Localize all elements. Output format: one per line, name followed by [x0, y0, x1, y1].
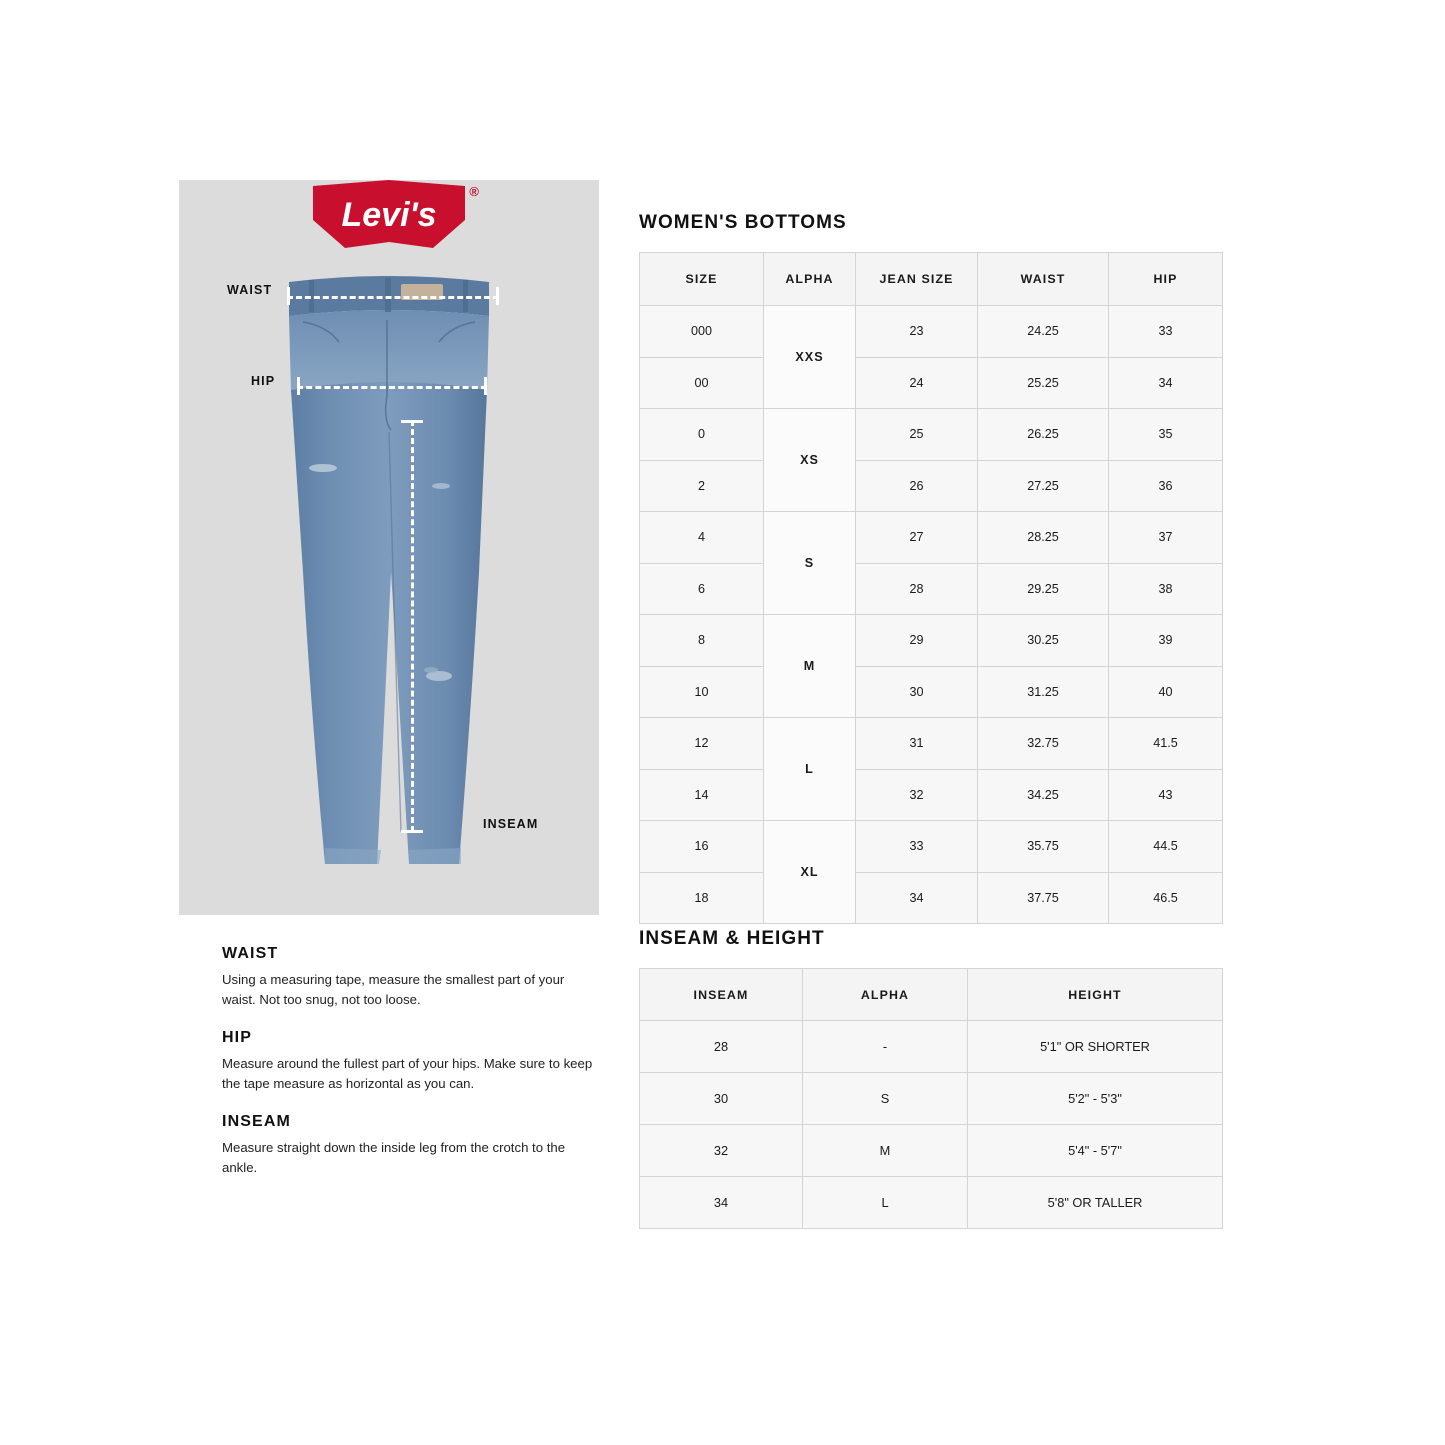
- table-row: [640, 512, 1223, 564]
- cell-waist: 25.25: [978, 357, 1109, 409]
- cell-hip: 39: [1109, 615, 1223, 667]
- cell-inseam: 30: [640, 1073, 803, 1125]
- cell-waist: 31.25: [978, 666, 1109, 718]
- cell-hip: 38: [1109, 563, 1223, 615]
- cell-jean-size: 27: [856, 512, 978, 564]
- table-row: [640, 718, 1223, 770]
- cell-waist: 30.25: [978, 615, 1109, 667]
- table-row: [640, 872, 1223, 924]
- instruction-inseam: [222, 1113, 612, 1178]
- jeans-illustration-icon: [281, 272, 497, 872]
- cell-height: 5'1" OR SHORTER: [968, 1021, 1223, 1073]
- cell-hip: 46.5: [1109, 872, 1223, 924]
- cell-alpha: -: [803, 1021, 968, 1073]
- cell-height: 5'2" - 5'3": [968, 1073, 1223, 1125]
- cell-alpha: L: [764, 718, 856, 821]
- col-header-jean-size: JEAN SIZE: [856, 253, 978, 306]
- cell-size: 18: [640, 872, 764, 924]
- cell-alpha: XL: [764, 821, 856, 924]
- hip-tick-left: [297, 377, 300, 395]
- cell-size: 16: [640, 821, 764, 873]
- table-row: [640, 769, 1223, 821]
- table-row: [640, 1021, 1223, 1073]
- cell-size: 10: [640, 666, 764, 718]
- cell-hip: 40: [1109, 666, 1223, 718]
- table-row: [640, 666, 1223, 718]
- left-column: [179, 180, 599, 915]
- table-row: [640, 306, 1223, 358]
- hip-label: HIP: [251, 374, 276, 388]
- cell-hip: 41.5: [1109, 718, 1223, 770]
- cell-size: 14: [640, 769, 764, 821]
- cell-jean-size: 34: [856, 872, 978, 924]
- cell-waist: 28.25: [978, 512, 1109, 564]
- cell-jean-size: 24: [856, 357, 978, 409]
- instruction-waist-title: WAIST: [222, 945, 279, 962]
- cell-alpha: XXS: [764, 306, 856, 409]
- instruction-hip-title: HIP: [222, 1029, 253, 1047]
- cell-jean-size: 26: [856, 460, 978, 512]
- cell-size: 00: [640, 357, 764, 409]
- table-row: [640, 409, 1223, 461]
- cell-alpha: M: [803, 1125, 968, 1177]
- cell-hip: 33: [1109, 306, 1223, 358]
- waist-tick-right: [496, 287, 499, 305]
- hip-tick-right: [484, 377, 487, 395]
- cell-alpha: XS: [764, 409, 856, 512]
- cell-waist: 35.75: [978, 821, 1109, 873]
- cell-waist: 34.25: [978, 769, 1109, 821]
- levis-batwing-icon: [313, 180, 465, 248]
- cell-jean-size: 29: [856, 615, 978, 667]
- waist-tick-left: [287, 287, 290, 305]
- cell-size: 4: [640, 512, 764, 564]
- cell-waist: 26.25: [978, 409, 1109, 461]
- measuring-instructions: [222, 945, 612, 1197]
- cell-size: 0: [640, 409, 764, 461]
- womens-bottoms-title: WOMEN'S BOTTOMS: [639, 212, 847, 233]
- inseam-tick-bottom: [401, 830, 423, 833]
- col-header-inseam: INSEAM: [640, 969, 803, 1021]
- table-row: [640, 615, 1223, 667]
- col-header-size: SIZE: [640, 253, 764, 306]
- cell-jean-size: 31: [856, 718, 978, 770]
- inseam-height-title: INSEAM & HEIGHT: [639, 928, 825, 949]
- cell-alpha: L: [803, 1177, 968, 1229]
- registered-trademark-icon: ®: [469, 184, 479, 199]
- inseam-measure-line: [411, 420, 414, 832]
- cell-size: 6: [640, 563, 764, 615]
- cell-size: 12: [640, 718, 764, 770]
- col-header-alpha: ALPHA: [764, 253, 856, 306]
- table-header-row: [640, 253, 1223, 306]
- cell-size: 2: [640, 460, 764, 512]
- col-header-waist: WAIST: [978, 253, 1109, 306]
- inseam-height-table: [639, 968, 1223, 1229]
- cell-jean-size: 30: [856, 666, 978, 718]
- cell-inseam: 32: [640, 1125, 803, 1177]
- cell-jean-size: 32: [856, 769, 978, 821]
- instruction-inseam-title: INSEAM: [222, 1113, 291, 1131]
- cell-inseam: 28: [640, 1021, 803, 1073]
- table-row: [640, 1125, 1223, 1177]
- womens-bottoms-section: [639, 212, 1222, 924]
- instruction-hip: [222, 1029, 612, 1094]
- col-header-height: HEIGHT: [968, 969, 1223, 1021]
- cell-alpha: S: [803, 1073, 968, 1125]
- table-row: [640, 821, 1223, 873]
- cell-hip: 36: [1109, 460, 1223, 512]
- table-row: [640, 1073, 1223, 1125]
- levis-logo: [313, 180, 479, 248]
- womens-bottoms-table: [639, 252, 1223, 924]
- cell-hip: 34: [1109, 357, 1223, 409]
- waist-measure-line: [287, 296, 499, 299]
- cell-waist: 29.25: [978, 563, 1109, 615]
- cell-hip: 37: [1109, 512, 1223, 564]
- cell-jean-size: 28: [856, 563, 978, 615]
- waist-label: WAIST: [227, 283, 273, 297]
- table-row: [640, 460, 1223, 512]
- instruction-hip-body: Measure around the fullest part of your hips. Make sure to keep the tape measure as horizontal as you can.: [222, 1056, 593, 1092]
- table-row: [640, 357, 1223, 409]
- cell-size: 8: [640, 615, 764, 667]
- cell-jean-size: 23: [856, 306, 978, 358]
- cell-inseam: 34: [640, 1177, 803, 1229]
- cell-size: 000: [640, 306, 764, 358]
- cell-hip: 44.5: [1109, 821, 1223, 873]
- cell-jean-size: 25: [856, 409, 978, 461]
- instruction-inseam-body: Measure straight down the inside leg from the crotch to the ankle.: [222, 1140, 566, 1176]
- cell-waist: 32.75: [978, 718, 1109, 770]
- cell-waist: 27.25: [978, 460, 1109, 512]
- cell-height: 5'8" OR TALLER: [968, 1177, 1223, 1229]
- cell-jean-size: 33: [856, 821, 978, 873]
- cell-waist: 24.25: [978, 306, 1109, 358]
- jeans-diagram: [179, 180, 599, 915]
- table-row: [640, 1177, 1223, 1229]
- cell-hip: 35: [1109, 409, 1223, 461]
- col-header-alpha: ALPHA: [803, 969, 968, 1021]
- inseam-tick-top: [401, 420, 423, 423]
- svg-text:Levi's: Levi's: [341, 196, 437, 234]
- col-header-hip: HIP: [1109, 253, 1223, 306]
- inseam-height-section: [639, 928, 1222, 1229]
- hip-measure-line: [297, 386, 487, 389]
- cell-waist: 37.75: [978, 872, 1109, 924]
- cell-hip: 43: [1109, 769, 1223, 821]
- inseam-label: INSEAM: [483, 817, 539, 831]
- cell-height: 5'4" - 5'7": [968, 1125, 1223, 1177]
- table-header-row: [640, 969, 1223, 1021]
- table-row: [640, 563, 1223, 615]
- instruction-waist: [222, 945, 612, 1010]
- cell-alpha: M: [764, 615, 856, 718]
- instruction-waist-body: Using a measuring tape, measure the smallest part of your waist. Not too snug, not too loose.: [222, 972, 565, 1008]
- cell-alpha: S: [764, 512, 856, 615]
